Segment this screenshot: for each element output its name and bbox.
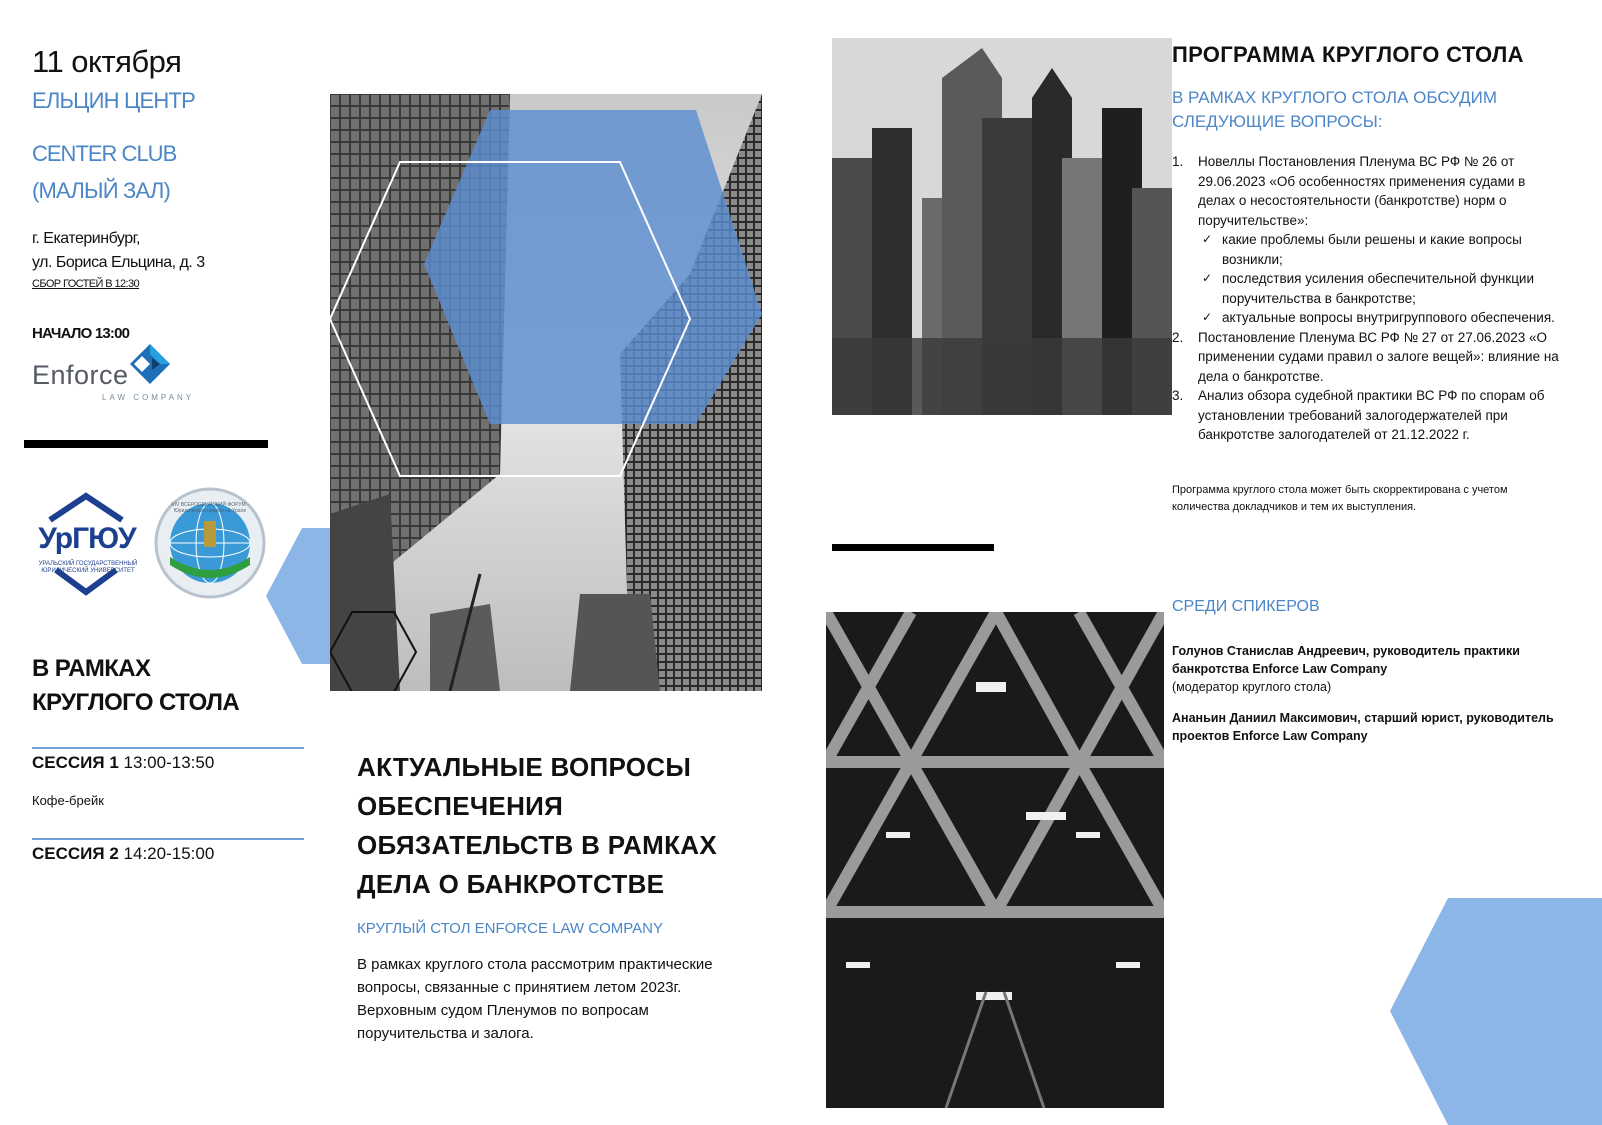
venue-club: CENTER CLUB xyxy=(32,141,177,166)
program-item-1 xyxy=(1172,152,1562,328)
frame-title-line-2: КРУГЛОГО СТОЛА xyxy=(32,689,240,716)
program-bullet-text: актуальные вопросы внутригруппового обеспечения. xyxy=(1222,310,1555,325)
program-bullet-text: какие проблемы были решены и какие вопросы возникли; xyxy=(1222,232,1522,267)
event-date: 11 октября xyxy=(32,44,182,79)
program-subtitle: В РАМКАХ КРУГЛОГО СТОЛА ОБСУДИМ СЛЕДУЮЩИЕ ВОПРОСЫ: xyxy=(1172,88,1497,131)
speaker-1 xyxy=(1172,642,1572,696)
enforce-logo-text: Enforce xyxy=(32,360,129,390)
session-1-time: 13:00-13:50 xyxy=(123,753,215,772)
speakers-title: СРЕДИ СПИКЕРОВ xyxy=(1172,598,1320,615)
enforce-logo-icon xyxy=(128,342,172,386)
session-2-label: СЕССИЯ 2 xyxy=(32,844,119,863)
session-1-label: СЕССИЯ 1 xyxy=(32,753,119,772)
start-time: НАЧАЛО 13:00 xyxy=(32,325,130,342)
check-icon: ✓ xyxy=(1202,232,1213,246)
check-icon: ✓ xyxy=(1202,310,1213,324)
frame-title-line-1: В РАМКАХ xyxy=(32,655,151,682)
round-table-subtitle: КРУГЛЫЙ СТОЛ ENFORCE LAW COMPANY xyxy=(357,920,663,937)
concrete-ceiling-photo xyxy=(826,612,1164,1108)
program-item-1-number: 1. xyxy=(1172,154,1184,169)
program-title: ПРОГРАММА КРУГЛОГО СТОЛА xyxy=(1172,42,1524,67)
usu-logo-subtitle: УРАЛЬСКИЙ ГОСУДАРСТВЕННЫЙ ЮРИДИЧЕСКИЙ УНИВЕРСИТЕТ xyxy=(38,561,138,574)
speaker-1-name: Голунов Станислав Андреевич, руководитель практики банкротства Enforce Law Company xyxy=(1172,644,1520,676)
usu-logo-text: УрГЮУ xyxy=(38,522,136,555)
venue-name: ЕЛЬЦИН ЦЕНТР xyxy=(32,88,195,113)
program-item-2-number: 2. xyxy=(1172,329,1184,345)
intro-paragraph: В рамках круглого стола рассмотрим практические вопросы, связанные с принятием летом 2023г. Верховным судом Пленумов по вопросам поручительства и залога. xyxy=(357,956,713,1042)
speaker-1-role: (модератор круглого стола) xyxy=(1172,680,1332,694)
program-list xyxy=(1172,152,1562,445)
address-city: г. Екатеринбург, xyxy=(32,230,140,247)
venue-hall: (МАЛЫЙ ЗАЛ) xyxy=(32,178,171,203)
session-rule-2 xyxy=(32,838,304,840)
program-item-1-text: Новеллы Постановления Пленума ВС РФ № 26 от 29.06.2023 «Об особенностях применения судами в делах о несостоятельности (банкротстве) норм о поручительстве»: xyxy=(1198,154,1526,228)
speaker-2 xyxy=(1172,709,1572,745)
session-2-time: 14:20-15:00 xyxy=(123,844,215,863)
city-skyline-photo xyxy=(832,38,1172,415)
gather-time: СБОР ГОСТЕЙ В 12:30 xyxy=(32,278,140,290)
program-item-2-text: Постановление Пленума ВС РФ № 27 от 27.06.2023 «О применении судами правил о залоге вещей»: влияние на дела о банкротстве. xyxy=(1198,329,1559,384)
main-title-line-2: ОБЕСПЕЧЕНИЯ xyxy=(357,791,564,821)
check-icon: ✓ xyxy=(1202,271,1213,285)
divider-bar-right xyxy=(832,544,994,551)
program-item-2 xyxy=(1172,328,1562,387)
program-bullet xyxy=(1198,308,1562,328)
divider-bar xyxy=(24,440,268,448)
main-title-line-4: ДЕЛА О БАНКРОТСТВЕ xyxy=(357,869,665,899)
main-title xyxy=(357,748,777,904)
main-title-line-3: ОБЯЗАТЕЛЬСТВ В РАМКАХ xyxy=(357,830,718,860)
program-bullet-text: последствия усиления обеспечительной функции поручительства в банкротстве; xyxy=(1222,271,1535,306)
program-bullet xyxy=(1198,269,1562,308)
program-note: Программа круглого стола может быть скорректирована с учетом количества докладчиков и тем их выступления. xyxy=(1172,484,1508,513)
session-2 xyxy=(32,844,214,864)
address-street: ул. Бориса Ельцина, д. 3 xyxy=(32,254,205,271)
coffee-break: Кофе-брейк xyxy=(32,793,104,808)
program-item-3 xyxy=(1172,386,1562,445)
program-item-3-text: Анализ обзора судебной практики ВС РФ по спорам об установлении требований залогодержателей при банкротстве залогодателей от 21.12.2022 г. xyxy=(1198,388,1545,442)
frame-title xyxy=(32,652,239,720)
photo-hexagon-overlay xyxy=(330,94,762,691)
enforce-logo-subtitle: LAW COMPANY xyxy=(102,393,195,402)
program-bullet xyxy=(1198,230,1562,269)
main-title-line-1: АКТУАЛЬНЫЕ ВОПРОСЫ xyxy=(357,752,692,782)
forum-seal-caption: XIV ВСЕРОССИЙСКИЙ ФОРУМ · Юридическая неделя на Урале xyxy=(171,502,249,514)
decor-hexagon-right xyxy=(1390,898,1602,1125)
program-item-3-number: 3. xyxy=(1172,388,1184,403)
speaker-2-name: Ананьин Даниил Максимович, старший юрист, руководитель проектов Enforce Law Company xyxy=(1172,711,1554,743)
session-rule-1 xyxy=(32,747,304,749)
session-1 xyxy=(32,753,214,773)
